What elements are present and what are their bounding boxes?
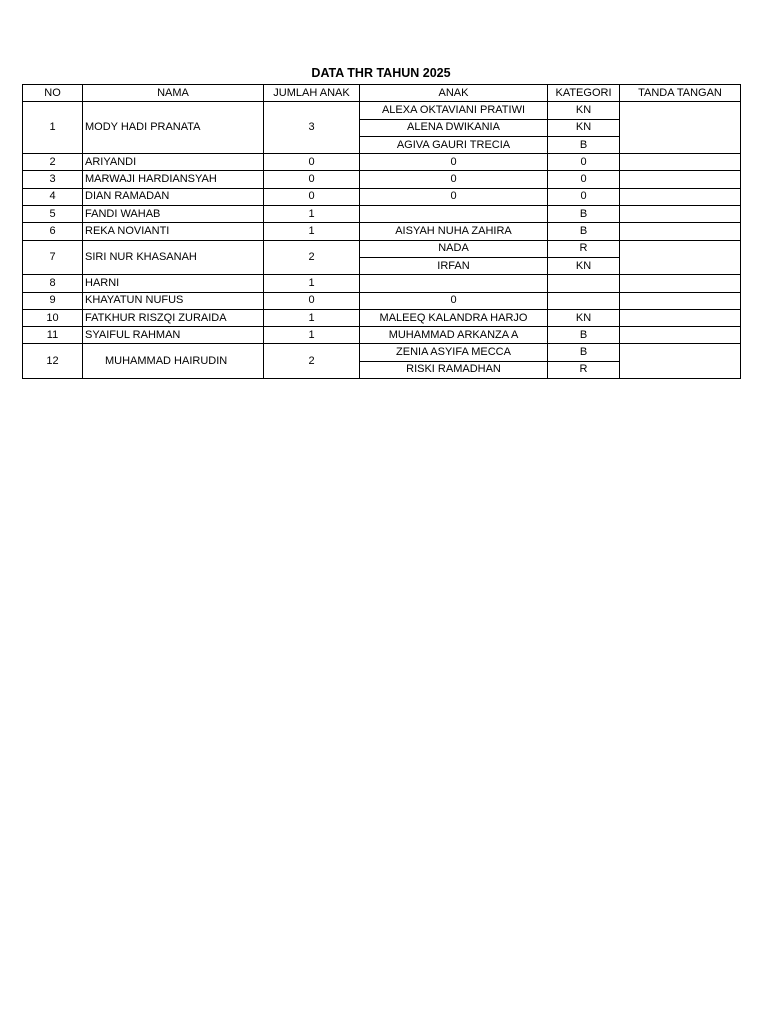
cell-tanda-tangan[interactable]: [620, 154, 741, 171]
cell-anak: ZENIA ASYIFA MECCA: [360, 344, 548, 361]
cell-jumlah-anak: 1: [264, 206, 360, 223]
cell-kategori: R: [548, 240, 620, 257]
cell-anak: AGIVA GAURI TRECIA: [360, 136, 548, 153]
cell-nama: REKA NOVIANTI: [83, 223, 264, 240]
cell-anak: MALEEQ KALANDRA HARJO: [360, 309, 548, 326]
cell-nama: KHAYATUN NUFUS: [83, 292, 264, 309]
thr-table: [22, 84, 741, 379]
cell-jumlah-anak: 0: [264, 188, 360, 205]
cell-jumlah-anak: 0: [264, 292, 360, 309]
cell-jumlah-anak: 0: [264, 171, 360, 188]
cell-no: 10: [23, 309, 83, 326]
cell-nama: SIRI NUR KHASANAH: [83, 240, 264, 275]
cell-tanda-tangan[interactable]: [620, 292, 741, 309]
cell-anak: 0: [360, 171, 548, 188]
cell-jumlah-anak: 0: [264, 154, 360, 171]
cell-no: 6: [23, 223, 83, 240]
cell-tanda-tangan[interactable]: [620, 275, 741, 292]
table-row: [23, 154, 741, 171]
cell-no: 1: [23, 102, 83, 154]
cell-jumlah-anak: 2: [264, 240, 360, 275]
table-row: [23, 171, 741, 188]
cell-kategori: KN: [548, 102, 620, 119]
cell-no: 5: [23, 206, 83, 223]
cell-jumlah-anak: 1: [264, 309, 360, 326]
document-title: DATA THR TAHUN 2025: [311, 66, 451, 80]
cell-no: 3: [23, 171, 83, 188]
cell-tanda-tangan[interactable]: [620, 171, 741, 188]
cell-anak: [360, 275, 548, 292]
table-row: [23, 240, 741, 257]
cell-kategori: B: [548, 206, 620, 223]
cell-kategori: R: [548, 361, 620, 378]
cell-nama: FATKHUR RISZQI ZURAIDA: [83, 309, 264, 326]
cell-kategori: B: [548, 136, 620, 153]
cell-kategori: B: [548, 223, 620, 240]
cell-jumlah-anak: 1: [264, 223, 360, 240]
cell-no: 7: [23, 240, 83, 275]
cell-jumlah-anak: 1: [264, 275, 360, 292]
cell-tanda-tangan[interactable]: [620, 309, 741, 326]
table-row: [23, 327, 741, 344]
header-anak: ANAK: [360, 85, 548, 102]
cell-nama: FANDI WAHAB: [83, 206, 264, 223]
header-row: [23, 85, 741, 102]
cell-anak: AISYAH NUHA ZAHIRA: [360, 223, 548, 240]
cell-nama: HARNI: [83, 275, 264, 292]
cell-nama: ARIYANDI: [83, 154, 264, 171]
cell-kategori: KN: [548, 309, 620, 326]
header-no: NO: [23, 85, 83, 102]
cell-no: 11: [23, 327, 83, 344]
cell-tanda-tangan[interactable]: [620, 102, 741, 154]
cell-kategori: 0: [548, 154, 620, 171]
cell-anak: 0: [360, 154, 548, 171]
cell-anak: [360, 206, 548, 223]
table-row: [23, 188, 741, 205]
cell-kategori: [548, 275, 620, 292]
cell-tanda-tangan[interactable]: [620, 240, 741, 275]
cell-nama: MARWAJI HARDIANSYAH: [83, 171, 264, 188]
cell-anak: 0: [360, 292, 548, 309]
cell-kategori: 0: [548, 171, 620, 188]
cell-tanda-tangan[interactable]: [620, 327, 741, 344]
cell-jumlah-anak: 2: [264, 344, 360, 379]
table-row: [23, 206, 741, 223]
table-row: [23, 102, 741, 119]
table-row: [23, 275, 741, 292]
table-row: [23, 344, 741, 361]
cell-kategori: KN: [548, 119, 620, 136]
table-row: [23, 309, 741, 326]
cell-no: 8: [23, 275, 83, 292]
cell-kategori: [548, 292, 620, 309]
cell-kategori: KN: [548, 257, 620, 274]
cell-nama: MUHAMMAD HAIRUDIN: [83, 344, 264, 379]
header-nama: NAMA: [83, 85, 264, 102]
cell-no: 9: [23, 292, 83, 309]
cell-anak: RISKI RAMADHAN: [360, 361, 548, 378]
cell-kategori: B: [548, 344, 620, 361]
cell-no: 4: [23, 188, 83, 205]
header-jumlah-anak: JUMLAH ANAK: [264, 85, 360, 102]
cell-kategori: 0: [548, 188, 620, 205]
cell-nama: MODY HADI PRANATA: [83, 102, 264, 154]
cell-anak: NADA: [360, 240, 548, 257]
cell-anak: ALENA DWIKANIA: [360, 119, 548, 136]
cell-tanda-tangan[interactable]: [620, 206, 741, 223]
cell-anak: MUHAMMAD ARKANZA A: [360, 327, 548, 344]
header-kategori: KATEGORI: [548, 85, 620, 102]
cell-jumlah-anak: 3: [264, 102, 360, 154]
cell-no: 2: [23, 154, 83, 171]
cell-nama: DIAN RAMADAN: [83, 188, 264, 205]
header-tanda-tangan: TANDA TANGAN: [620, 85, 741, 102]
cell-anak: ALEXA OKTAVIANI PRATIWI: [360, 102, 548, 119]
table-body: [23, 102, 741, 379]
cell-tanda-tangan[interactable]: [620, 188, 741, 205]
cell-tanda-tangan[interactable]: [620, 344, 741, 379]
cell-anak: 0: [360, 188, 548, 205]
cell-nama: SYAIFUL RAHMAN: [83, 327, 264, 344]
table-row: [23, 223, 741, 240]
cell-anak: IRFAN: [360, 257, 548, 274]
cell-kategori: B: [548, 327, 620, 344]
table-row: [23, 292, 741, 309]
cell-tanda-tangan[interactable]: [620, 223, 741, 240]
cell-no: 12: [23, 344, 83, 379]
cell-jumlah-anak: 1: [264, 327, 360, 344]
